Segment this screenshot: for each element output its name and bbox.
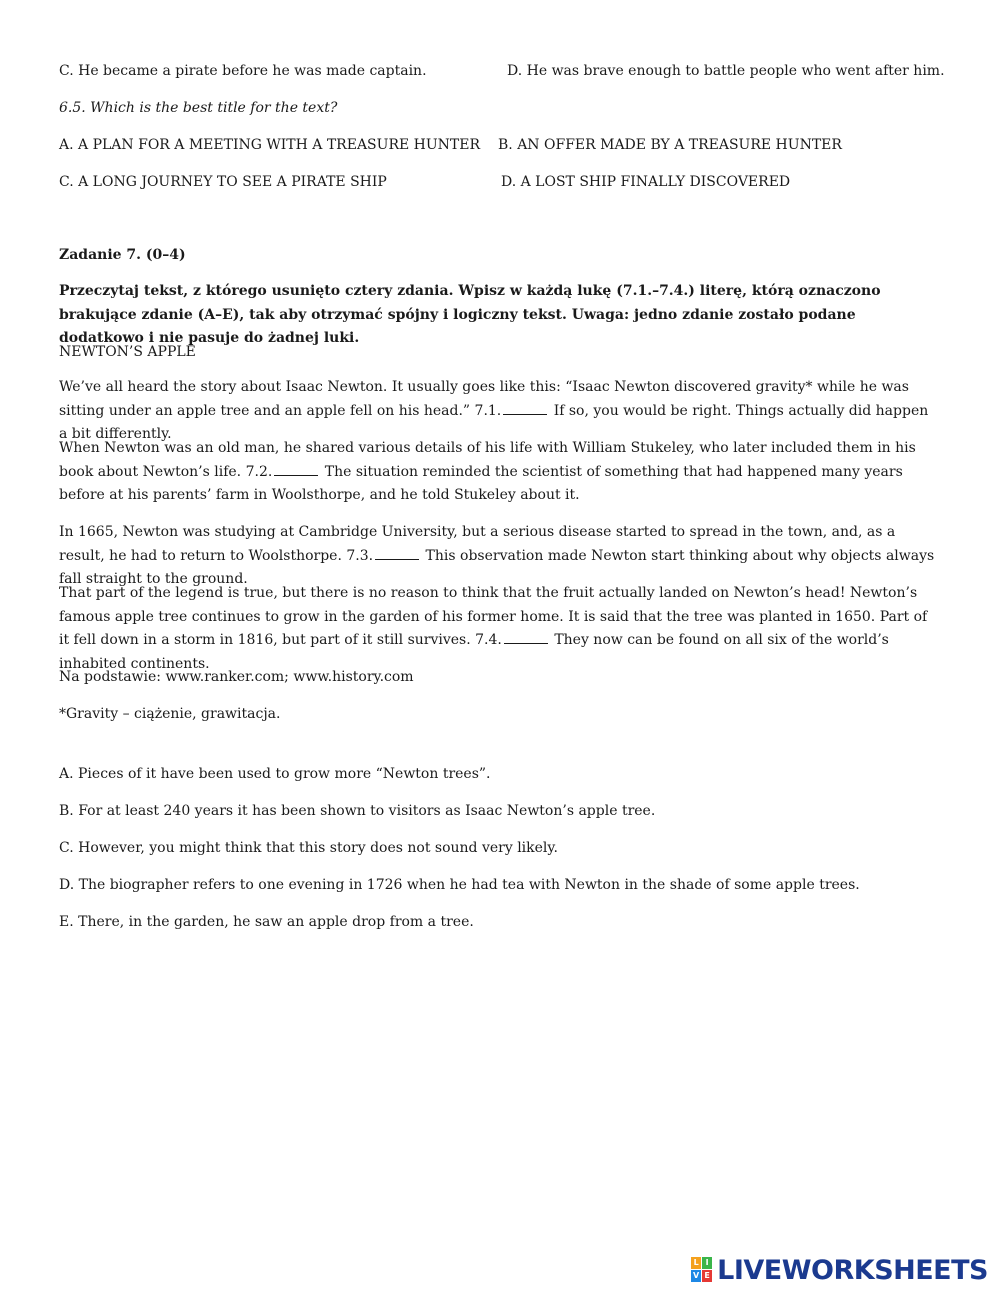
paragraph-2-start: When Newton was an old man, he shared various details of his life with William Stukeley, who later included them in his book about Newton’s life.	[59, 440, 916, 480]
q65-option-b: B. AN OFFER MADE BY A TREASURE HUNTER	[498, 137, 842, 153]
footnote: *Gravity – ciążenie, grawitacja.	[59, 706, 281, 722]
q64-option-c: C. He became a pirate before he was made captain.	[59, 63, 427, 79]
option-d: D. The biographer refers to one evening in 1726 when he had tea with Newton in the shade of some apple trees.	[59, 877, 860, 893]
paragraph-4	[59, 582, 941, 676]
source-note: Na podstawie: www.ranker.com; www.history.com	[59, 669, 414, 685]
paragraph-4-start: That part of the legend is true, but there is no reason to think that the fruit actually landed on Newton’s head! Newton’s famous apple tree continues to grow in the garden of his former home. It is said that the tree was planted in 1650. Part of it fell down in a storm in 1816, but part of it still survives.	[59, 585, 928, 648]
gap-7-4-blank[interactable]	[504, 631, 548, 644]
paragraph-1	[59, 376, 941, 447]
q64-option-d: D. He was brave enough to battle people who went after him.	[507, 63, 945, 79]
paragraph-2-end: The situation reminded the scientist of something that had happened many years before at his parents’ farm in Woolsthorpe, and he told Stukeley about it.	[59, 463, 903, 503]
liveworksheets-logo-icon	[691, 1257, 713, 1283]
paragraph-2	[59, 437, 941, 508]
gap-7-1-label: 7.1.	[474, 402, 502, 419]
paragraph-3-start: In 1665, Newton was studying at Cambridge University, but a serious disease started to spread in the town, and, as a result, he had to return to Woolsthorpe.	[59, 524, 896, 564]
gap-7-3-label: 7.3.	[346, 547, 374, 564]
q65-option-c: C. A LONG JOURNEY TO SEE A PIRATE SHIP	[59, 174, 387, 190]
q65-option-a: A. A PLAN FOR A MEETING WITH A TREASURE HUNTER	[59, 137, 481, 153]
paragraph-1-start: We’ve all heard the story about Isaac Newton. It usually goes like this: “Isaac Newton discovered gravity* while he was sitting under an apple tree and an apple fell on his head.”	[59, 379, 909, 419]
text-title: NEWTON’S APPLE	[59, 344, 196, 360]
logo-tile-l: L	[691, 1257, 701, 1269]
task7-instruction: Przeczytaj tekst, z którego usunięto cztery zdania. Wpisz w każdą lukę (7.1.–7.4.) literę, którą oznaczono brakujące zdanie (A–E), tak aby otrzymać spójny i logiczny tekst. Uwaga: jedno zdanie zostało podane dodatkowo i nie pasuje do żadnej luki.	[59, 283, 881, 346]
paragraph-3	[59, 521, 941, 592]
logo-tile-v: V	[693, 1271, 700, 1280]
option-b: B. For at least 240 years it has been shown to visitors as Isaac Newton’s apple tree.	[59, 803, 656, 819]
gap-7-2-label: 7.2.	[245, 463, 273, 480]
q65-option-d: D. A LOST SHIP FINALLY DISCOVERED	[501, 174, 791, 190]
option-c: C. However, you might think that this story does not sound very likely.	[59, 840, 558, 856]
option-e: E. There, in the garden, he saw an apple drop from a tree.	[59, 914, 474, 930]
logo-tile-e: E	[702, 1270, 712, 1282]
paragraph-1-end: If so, you would be right. Things actually did happen a bit differently.	[59, 402, 929, 442]
gap-7-2-blank[interactable]	[274, 463, 318, 476]
gap-7-3-blank[interactable]	[375, 547, 419, 560]
gap-7-4-label: 7.4.	[475, 632, 502, 648]
paragraph-4-end: They now can be found on all six of the world’s inhabited continents.	[59, 632, 889, 672]
option-a: A. Pieces of it have been used to grow more “Newton trees”.	[59, 766, 491, 782]
liveworksheets-logo	[691, 1252, 988, 1288]
task7-heading: Zadanie 7. (0–4)	[59, 247, 186, 263]
q65-question: 6.5. Which is the best title for the text?	[59, 100, 338, 116]
paragraph-3-end: This observation made Newton start thinking about why objects always fall straight to the ground.	[59, 547, 935, 587]
liveworksheets-logo-text: LIVEWORKSHEETS	[717, 1254, 988, 1286]
logo-tile-i: I	[702, 1257, 712, 1269]
gap-7-1-blank[interactable]	[503, 402, 547, 415]
